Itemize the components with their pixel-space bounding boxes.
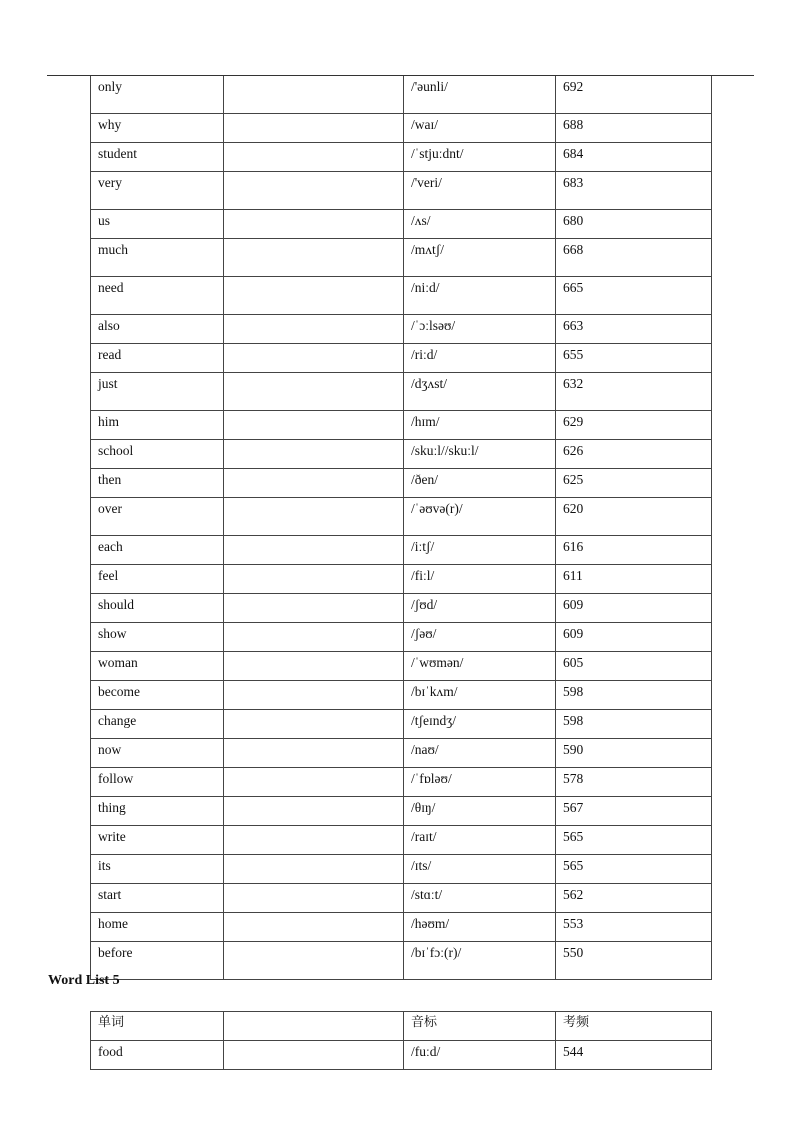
blank-cell (224, 498, 404, 536)
header-blank (224, 1012, 404, 1041)
blank-cell (224, 710, 404, 739)
blank-cell (224, 172, 404, 210)
blank-cell (224, 652, 404, 681)
blank-cell (224, 315, 404, 344)
phonetic-cell: /ʌs/ (404, 210, 556, 239)
word-cell: school (91, 440, 224, 469)
phonetic-cell: /'veri/ (404, 172, 556, 210)
table-row (91, 942, 712, 980)
word-cell: become (91, 681, 224, 710)
phonetic-cell: /θɪŋ/ (404, 797, 556, 826)
word-list-5-table-body (91, 1012, 712, 1070)
blank-cell (224, 797, 404, 826)
word-cell: much (91, 239, 224, 277)
table-row (91, 277, 712, 315)
blank-cell (224, 855, 404, 884)
table-row (91, 1041, 712, 1070)
blank-cell (224, 768, 404, 797)
blank-cell (224, 594, 404, 623)
word-cell: also (91, 315, 224, 344)
word-cell: only (91, 76, 224, 114)
word-cell: each (91, 536, 224, 565)
frequency-cell: 625 (556, 469, 712, 498)
table-row (91, 826, 712, 855)
word-cell: very (91, 172, 224, 210)
phonetic-cell: /ˈstjuːdnt/ (404, 143, 556, 172)
blank-cell (224, 536, 404, 565)
phonetic-cell: /stɑːt/ (404, 884, 556, 913)
word-cell: show (91, 623, 224, 652)
frequency-cell: 680 (556, 210, 712, 239)
blank-cell (224, 942, 404, 980)
frequency-cell: 616 (556, 536, 712, 565)
frequency-cell: 553 (556, 913, 712, 942)
blank-cell (224, 239, 404, 277)
word-cell: student (91, 143, 224, 172)
frequency-cell: 544 (556, 1041, 712, 1070)
word-cell: before (91, 942, 224, 980)
blank-cell (224, 277, 404, 315)
word-list-5-table (90, 1011, 712, 1070)
blank-cell (224, 469, 404, 498)
table-row (91, 797, 712, 826)
word-cell: now (91, 739, 224, 768)
word-cell: follow (91, 768, 224, 797)
frequency-cell: 684 (556, 143, 712, 172)
table-row (91, 114, 712, 143)
frequency-cell: 565 (556, 826, 712, 855)
table-row (91, 565, 712, 594)
word-cell: him (91, 411, 224, 440)
phonetic-cell: /bɪˈfɔː(r)/ (404, 942, 556, 980)
phonetic-cell: /ˈɔːlsəʊ/ (404, 315, 556, 344)
word-cell: just (91, 373, 224, 411)
blank-cell (224, 76, 404, 114)
table-row (91, 855, 712, 884)
phonetic-cell: /ʃʊd/ (404, 594, 556, 623)
table-row (91, 143, 712, 172)
blank-cell (224, 411, 404, 440)
word-cell: thing (91, 797, 224, 826)
phonetic-cell: /hɪm/ (404, 411, 556, 440)
frequency-cell: 692 (556, 76, 712, 114)
table-row (91, 76, 712, 114)
table-row (91, 739, 712, 768)
frequency-cell: 626 (556, 440, 712, 469)
blank-cell (224, 143, 404, 172)
frequency-cell: 562 (556, 884, 712, 913)
table-row (91, 239, 712, 277)
frequency-cell: 598 (556, 681, 712, 710)
frequency-cell: 565 (556, 855, 712, 884)
phonetic-cell: /fuːd/ (404, 1041, 556, 1070)
word-frequency-table-body (91, 76, 712, 980)
word-cell: its (91, 855, 224, 884)
frequency-cell: 663 (556, 315, 712, 344)
table-row (91, 469, 712, 498)
table-row (91, 884, 712, 913)
phonetic-cell: /raɪt/ (404, 826, 556, 855)
word-frequency-table (90, 76, 712, 980)
blank-cell (224, 826, 404, 855)
table-row (91, 315, 712, 344)
phonetic-cell: /iːtʃ/ (404, 536, 556, 565)
blank-cell (224, 1041, 404, 1070)
frequency-cell: 665 (556, 277, 712, 315)
header-frequency: 考频 (556, 1012, 712, 1041)
word-cell: woman (91, 652, 224, 681)
phonetic-cell: /skuːl//skuːl/ (404, 440, 556, 469)
table-row (91, 913, 712, 942)
frequency-cell: 609 (556, 623, 712, 652)
phonetic-cell: /naʊ/ (404, 739, 556, 768)
table-row (91, 623, 712, 652)
blank-cell (224, 373, 404, 411)
table-row (91, 768, 712, 797)
word-cell: need (91, 277, 224, 315)
word-cell: feel (91, 565, 224, 594)
frequency-cell: 620 (556, 498, 712, 536)
word-cell: should (91, 594, 224, 623)
phonetic-cell: /ðen/ (404, 469, 556, 498)
blank-cell (224, 739, 404, 768)
blank-cell (224, 884, 404, 913)
table-row (91, 498, 712, 536)
table-header-row (91, 1012, 712, 1041)
header-phonetic: 音标 (404, 1012, 556, 1041)
table-row (91, 411, 712, 440)
phonetic-cell: /'əunli/ (404, 76, 556, 114)
table-row (91, 594, 712, 623)
table-row (91, 373, 712, 411)
blank-cell (224, 114, 404, 143)
word-cell: read (91, 344, 224, 373)
frequency-cell: 668 (556, 239, 712, 277)
frequency-cell: 605 (556, 652, 712, 681)
frequency-cell: 578 (556, 768, 712, 797)
phonetic-cell: /bɪˈkʌm/ (404, 681, 556, 710)
word-cell: us (91, 210, 224, 239)
blank-cell (224, 913, 404, 942)
frequency-cell: 688 (556, 114, 712, 143)
word-cell: home (91, 913, 224, 942)
frequency-cell: 629 (556, 411, 712, 440)
table-row (91, 652, 712, 681)
table-row (91, 172, 712, 210)
section-heading: Word List 5 (48, 973, 120, 988)
phonetic-cell: /tʃeɪndʒ/ (404, 710, 556, 739)
word-cell: why (91, 114, 224, 143)
table-row (91, 681, 712, 710)
frequency-cell: 590 (556, 739, 712, 768)
phonetic-cell: /ɪts/ (404, 855, 556, 884)
phonetic-cell: /mʌtʃ/ (404, 239, 556, 277)
blank-cell (224, 681, 404, 710)
phonetic-cell: /ʃəʊ/ (404, 623, 556, 652)
phonetic-cell: /waɪ/ (404, 114, 556, 143)
word-cell: food (91, 1041, 224, 1070)
blank-cell (224, 440, 404, 469)
frequency-cell: 609 (556, 594, 712, 623)
word-cell: over (91, 498, 224, 536)
phonetic-cell: /ˈfɒləʊ/ (404, 768, 556, 797)
phonetic-cell: /riːd/ (404, 344, 556, 373)
word-cell: then (91, 469, 224, 498)
blank-cell (224, 565, 404, 594)
phonetic-cell: /fiːl/ (404, 565, 556, 594)
phonetic-cell: /ˈwʊmən/ (404, 652, 556, 681)
table-row (91, 440, 712, 469)
frequency-cell: 683 (556, 172, 712, 210)
table-row (91, 536, 712, 565)
frequency-cell: 611 (556, 565, 712, 594)
frequency-cell: 567 (556, 797, 712, 826)
phonetic-cell: /həʊm/ (404, 913, 556, 942)
word-cell: start (91, 884, 224, 913)
blank-cell (224, 623, 404, 652)
frequency-cell: 632 (556, 373, 712, 411)
frequency-cell: 655 (556, 344, 712, 373)
word-cell: change (91, 710, 224, 739)
header-word: 单词 (91, 1012, 224, 1041)
table-row (91, 710, 712, 739)
blank-cell (224, 344, 404, 373)
blank-cell (224, 210, 404, 239)
frequency-cell: 598 (556, 710, 712, 739)
phonetic-cell: /dʒʌst/ (404, 373, 556, 411)
word-cell: write (91, 826, 224, 855)
frequency-cell: 550 (556, 942, 712, 980)
table-row (91, 344, 712, 373)
table-row (91, 210, 712, 239)
phonetic-cell: /niːd/ (404, 277, 556, 315)
phonetic-cell: /ˈəʊvə(r)/ (404, 498, 556, 536)
